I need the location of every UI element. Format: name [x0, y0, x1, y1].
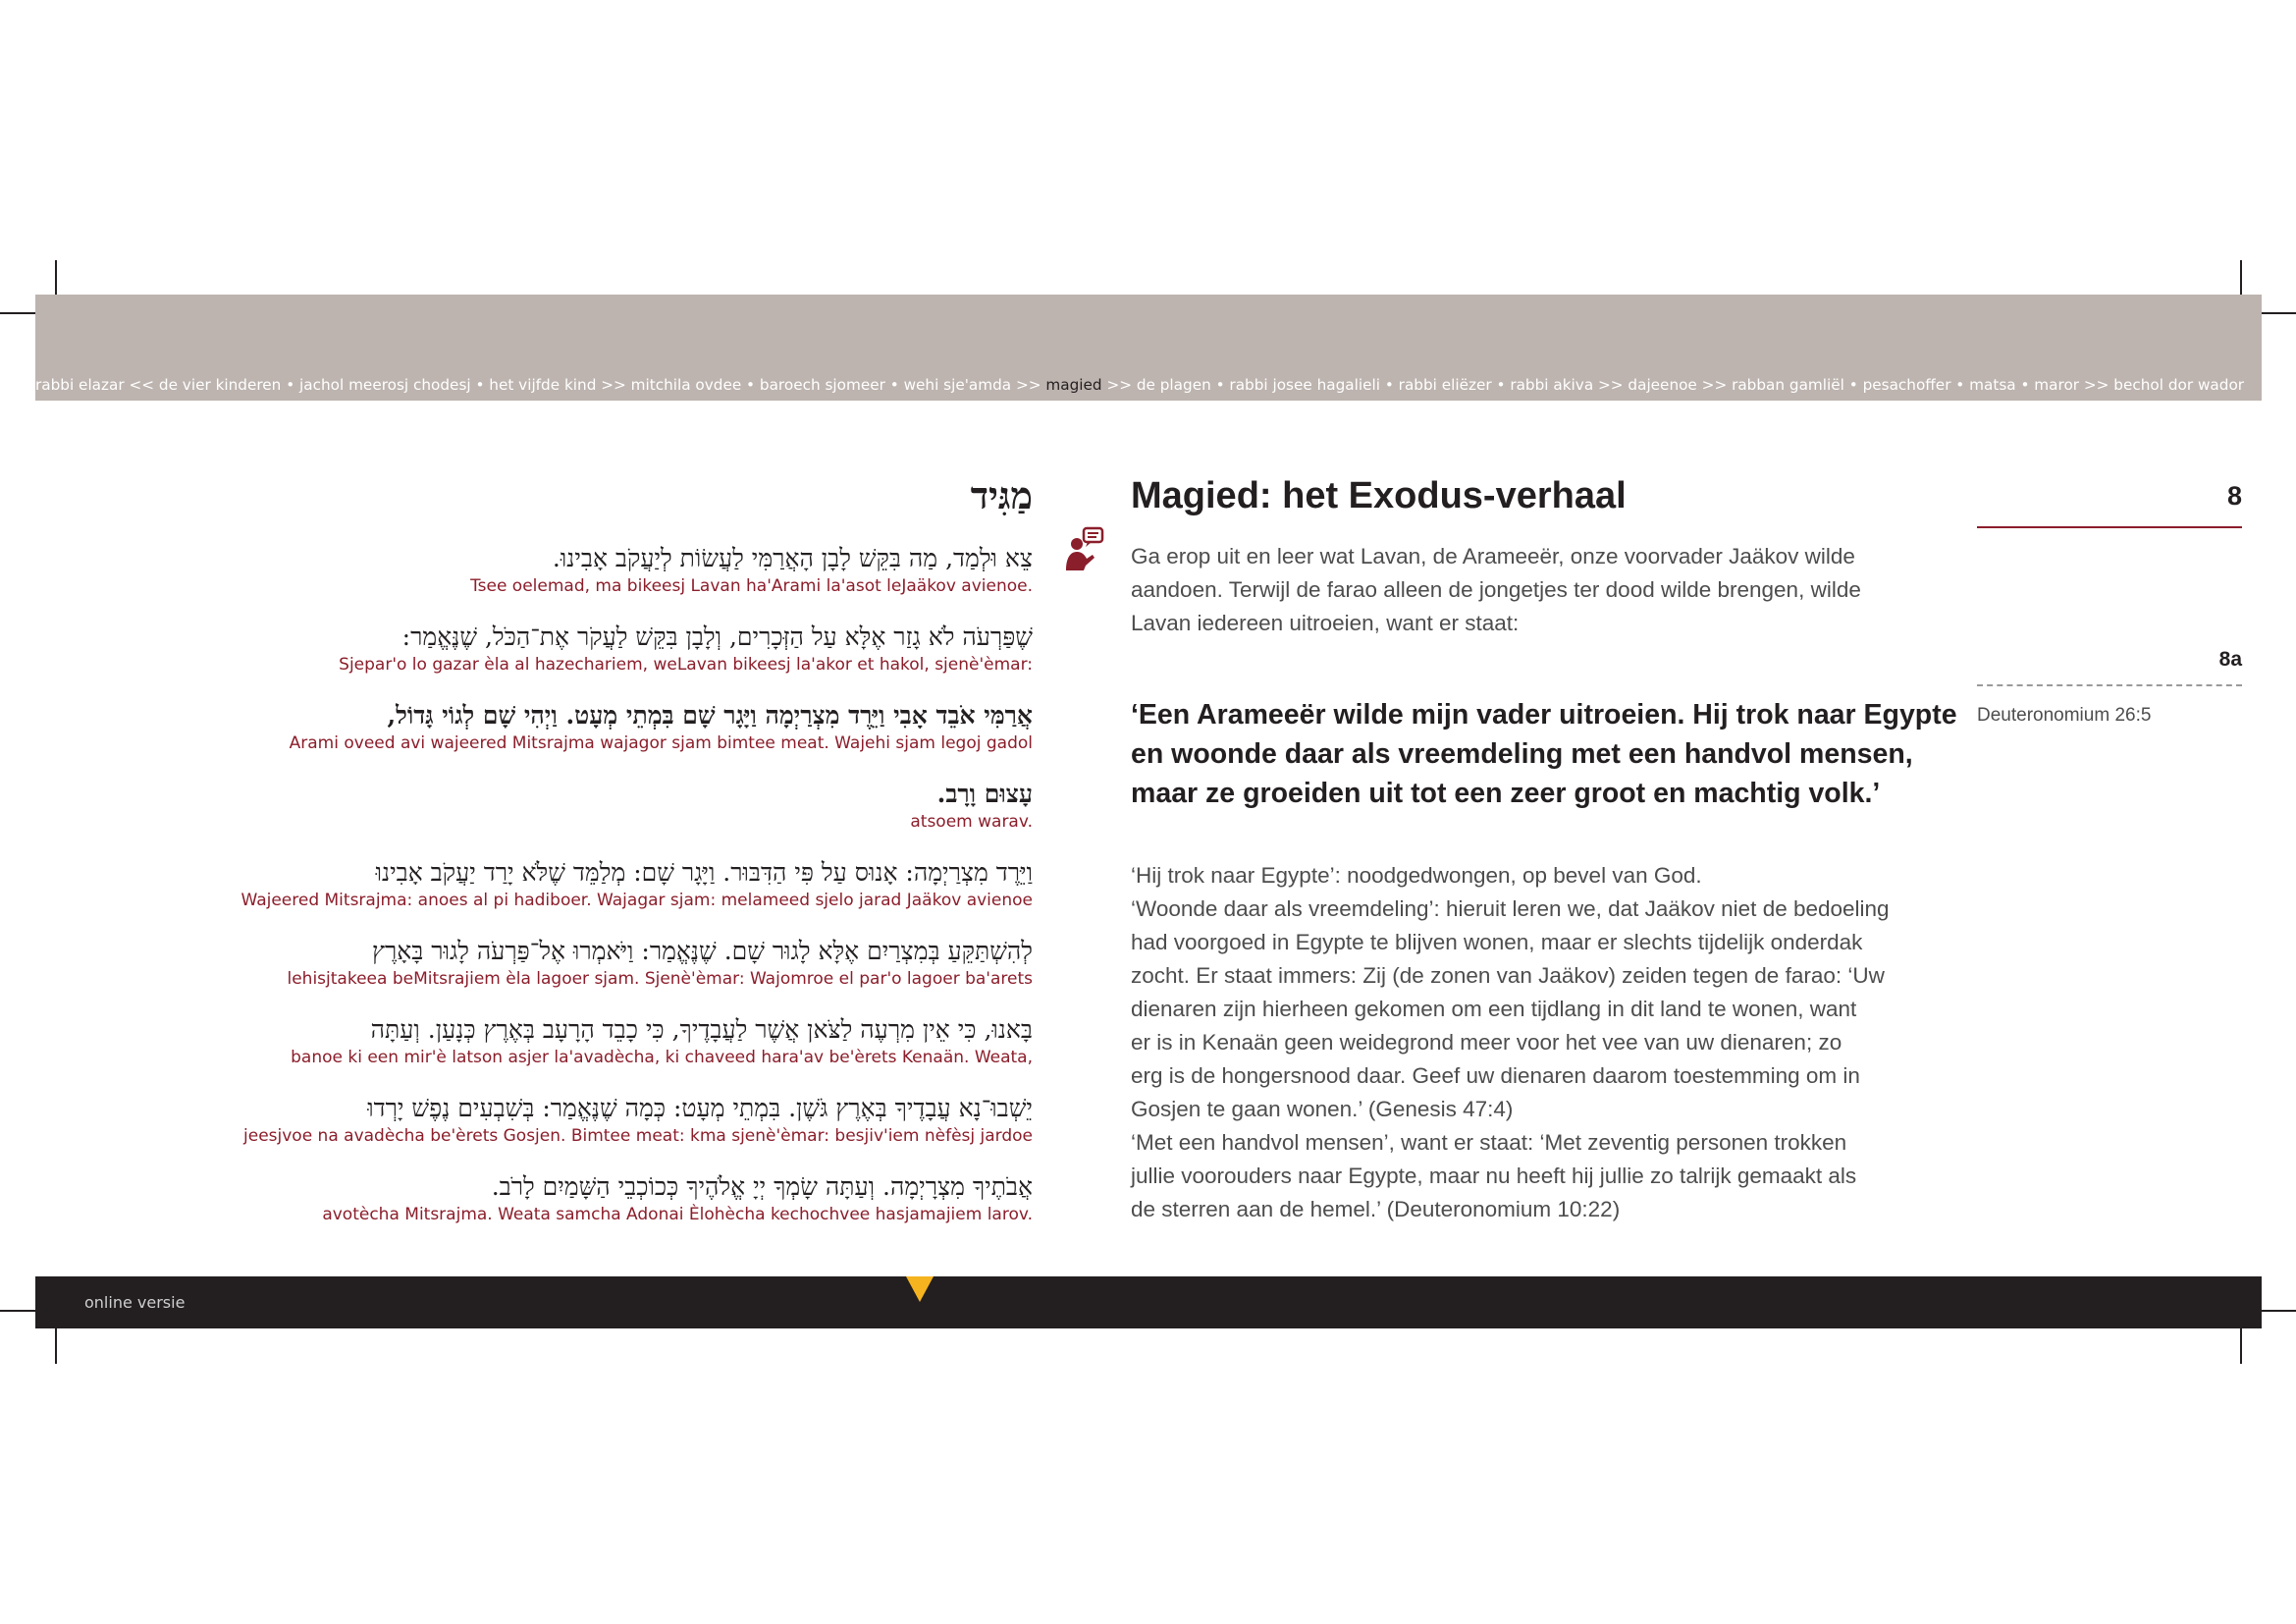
commentary-paragraph [1131, 859, 1936, 1226]
body-line: de sterren aan de hemel.’ (Deuteronomium 10:22) [1131, 1197, 1621, 1221]
quote-line: ‘Een Arameeër wilde mijn vader uitroeien. Hij trok naar Egypte [1131, 699, 1957, 731]
intro-line: Ga erop uit en leer wat Lavan, de Arameeër, onze voorvader Jaäkov wilde [1131, 544, 1855, 568]
scripture-quote [1131, 695, 1957, 813]
footer-label: online versie [84, 1293, 186, 1312]
breadcrumb-band [35, 295, 2262, 401]
intro-line: Lavan iedereen uitroeien, want er staat: [1131, 611, 1520, 635]
crop-mark [0, 312, 35, 314]
breadcrumb-before[interactable]: rabbi elazar << de vier kinderen • jachol meerosj chodesj • het vijfde kind >> mitchila ovdee • baroech sjomeer • wehi sje'amda >> [35, 376, 1046, 394]
transliteration-line: banoe ki een mir'è latson asjer la'avadècha, ki chaveed hara'av be'èrets Kenaän. Weata, [291, 1048, 1033, 1067]
hebrew-line: שֶׁפַּרְעֹה לֹא גָזַר אֶלָּא עַל הַזְּכָרִים, וְלָבָן בִּקֵּשׁ לַעֲקֹר אֶת־הַכֹּל, שֶׁנֶּאֱמַר: [401, 623, 1033, 651]
body-line: ‘Woonde daar als vreemdeling’: hieruit leren we, dat Jaäkov niet de bedoeling [1131, 896, 1890, 921]
hebrew-verse [147, 542, 1033, 597]
intro-line: aandoen. Terwijl de farao alleen de jongetjes ter dood wilde brengen, wilde [1131, 577, 1861, 602]
body-line: dienaren zijn hierheen gekomen om een tijdlang in dit land te wonen, want [1131, 997, 1857, 1021]
transliteration-line: jeesjvoe na avadècha be'èrets Gosjen. Bimtee meat: kma sjenè'èmar: besjiv'iem nèfèsj jardoe [243, 1126, 1033, 1146]
crop-mark [55, 260, 57, 296]
transliteration-line: Arami oveed avi wajeered Mitsrajma wajagor sjam bimtee meat. Wajehi sjam legoj gadol [289, 733, 1033, 753]
crop-mark [55, 1328, 57, 1364]
body-line: jullie voorouders naar Egypte, maar nu heeft hij jullie zo talrijk gemaakt als [1131, 1164, 1857, 1188]
hebrew-line: יֵשְׁבוּ־נָא עֲבָדֶיךָ בְּאֶרֶץ גֹּשֶׁן. בִּמְתֵי מְעָט: כְּמָה שֶׁנֶּאֱמַר: בְּשִׁבְעִים נֶפֶשׁ יָרְדוּ [367, 1094, 1033, 1122]
crop-mark [2240, 260, 2242, 296]
breadcrumb-current[interactable]: magied [1045, 376, 1102, 394]
page-number: 8 [2226, 481, 2242, 511]
quote-line: en woonde daar als vreemdeling met een handvol mensen, [1131, 738, 1913, 770]
hebrew-verse [147, 1013, 1033, 1068]
transliteration-line: avotècha Mitsrajma. Weata samcha Adonai Èlohècha kechochvee hasjamajiem larov. [322, 1205, 1033, 1224]
transliteration-line: Sjepar'o lo gazar èla al hazechariem, weLavan bikeesj la'akor et hakol, sjenè'èmar: [339, 655, 1033, 675]
hebrew-verse [147, 1092, 1033, 1147]
crop-mark [0, 1310, 35, 1312]
body-line: ‘Hij trok naar Egypte’: noodgedwongen, op bevel van God. [1131, 863, 1702, 888]
intro-paragraph [1131, 540, 1936, 640]
breadcrumb [35, 376, 2244, 394]
speaker-icon [1062, 525, 1105, 572]
position-marker-icon [906, 1276, 934, 1302]
transliteration-line: Tsee oelemad, ma bikeesj Lavan ha'Arami la'asot leJaäkov avienoe. [470, 576, 1033, 596]
page-number-rule [1977, 526, 2242, 528]
transliteration-line: lehisjtakeea beMitsrajiem èla lagoer sjam. Sjenè'èmar: Wajomroe el par'o lagoer ba'arets [287, 969, 1033, 989]
subsection-rule [1977, 684, 2242, 686]
footer-bar [35, 1276, 2262, 1328]
hebrew-verse [147, 856, 1033, 911]
body-line: ‘Met een handvol mensen’, want er staat: ‘Met zeventig personen trokken [1131, 1130, 1847, 1155]
hebrew-line: אֲרַמִּי אֹבֵד אָבִי וַיֵּרֶד מִצְרַיְמָה וַיָּגָר שָׁם בִּמְתֵי מְעָט. וַיְהִי שָׁם לְגוֹי גָּדוֹל, [387, 701, 1033, 730]
hebrew-line: לְהִשְׁתַּקֵּעַ בְּמִצְרַיִם אֶלָּא לָגוּר שָׁם. שֶׁנֶּאֱמַר: וַיֹּאמְרוּ אֶל־פַּרְעֹה לָגוּר בָּאָרֶץ [372, 937, 1033, 965]
hebrew-line: אֲבֹתֶיךָ מִצְרָיְמָה. וְעַתָּה שָׂמְךָ יְיָ אֱלֹהֶיךָ כְּכוֹכְבֵי הַשָּׁמַיִם לָרֹב. [491, 1172, 1033, 1201]
scripture-reference: Deuteronomium 26:5 [1977, 705, 2152, 726]
quote-line: maar ze groeiden uit tot een zeer groot en machtig volk.’ [1131, 778, 1881, 809]
transliteration-line: Wajeered Mitsrajma: anoes al pi hadiboer. Wajagar sjam: melameed sjelo jarad Jaäkov avienoe [240, 891, 1033, 910]
hebrew-verse [147, 935, 1033, 990]
body-line: er is in Kenaän geen weidegrond meer voor het vee van uw dienaren; zo [1131, 1030, 1842, 1055]
body-line: zocht. Er staat immers: Zij (de zonen van Jaäkov) zeiden tegen de farao: ‘Uw [1131, 963, 1885, 988]
hebrew-verse [147, 699, 1033, 754]
body-line: had voorgoed in Egypte te blijven wonen, maar er slechts tijdelijk onderdak [1131, 930, 1863, 954]
hebrew-verse [147, 778, 1033, 833]
hebrew-line: עָצוּם וָרָב. [936, 780, 1033, 808]
hebrew-verse [147, 621, 1033, 676]
page-title: Magied: het Exodus-verhaal [1131, 475, 1627, 516]
hebrew-verse [147, 1170, 1033, 1225]
subsection-number: 8a [2218, 648, 2242, 671]
hebrew-line: צֵא וּלְמַד, מַה בִּקֵּשׁ לָבָן הָאֲרַמִּי לַעֲשׂוֹת לְיַעֲקֹב אָבִינוּ. [552, 544, 1033, 572]
crop-mark [2262, 312, 2296, 314]
crop-mark [2240, 1328, 2242, 1364]
breadcrumb-after[interactable]: >> de plagen • rabbi josee hagalieli • rabbi eliëzer • rabbi akiva >> dajeenoe >> rabban gamliël • pesachoffer • matsa • maror >> bechol dor wador [1101, 376, 2245, 394]
hebrew-line: בָּאנוּ, כִּי אֵין מִרְעֶה לַצֹּאן אֲשֶׁר לַעֲבָדֶיךָ, כִּי כָבֵד הָרָעָב בְּאֶרֶץ כְּנָעַן. וְעַתָּה [370, 1015, 1033, 1044]
hebrew-line: וַיֵּרֶד מִצְרַיְמָה: אָנוּס עַל פִּי הַדִּבּוּר. וַיָּגָר שָׁם: מְלַמֵּד שֶׁלֹּא יָרַד יַעֲקֹב אָבִינוּ [375, 858, 1033, 887]
body-line: Gosjen te gaan wonen.’ (Genesis 47:4) [1131, 1097, 1514, 1121]
hebrew-title: מַגִּיד [970, 473, 1033, 517]
transliteration-line: atsoem warav. [910, 812, 1033, 832]
body-line: erg is de hongersnood daar. Geef uw dienaren daarom toestemming om in [1131, 1063, 1860, 1088]
crop-mark [2262, 1310, 2296, 1312]
